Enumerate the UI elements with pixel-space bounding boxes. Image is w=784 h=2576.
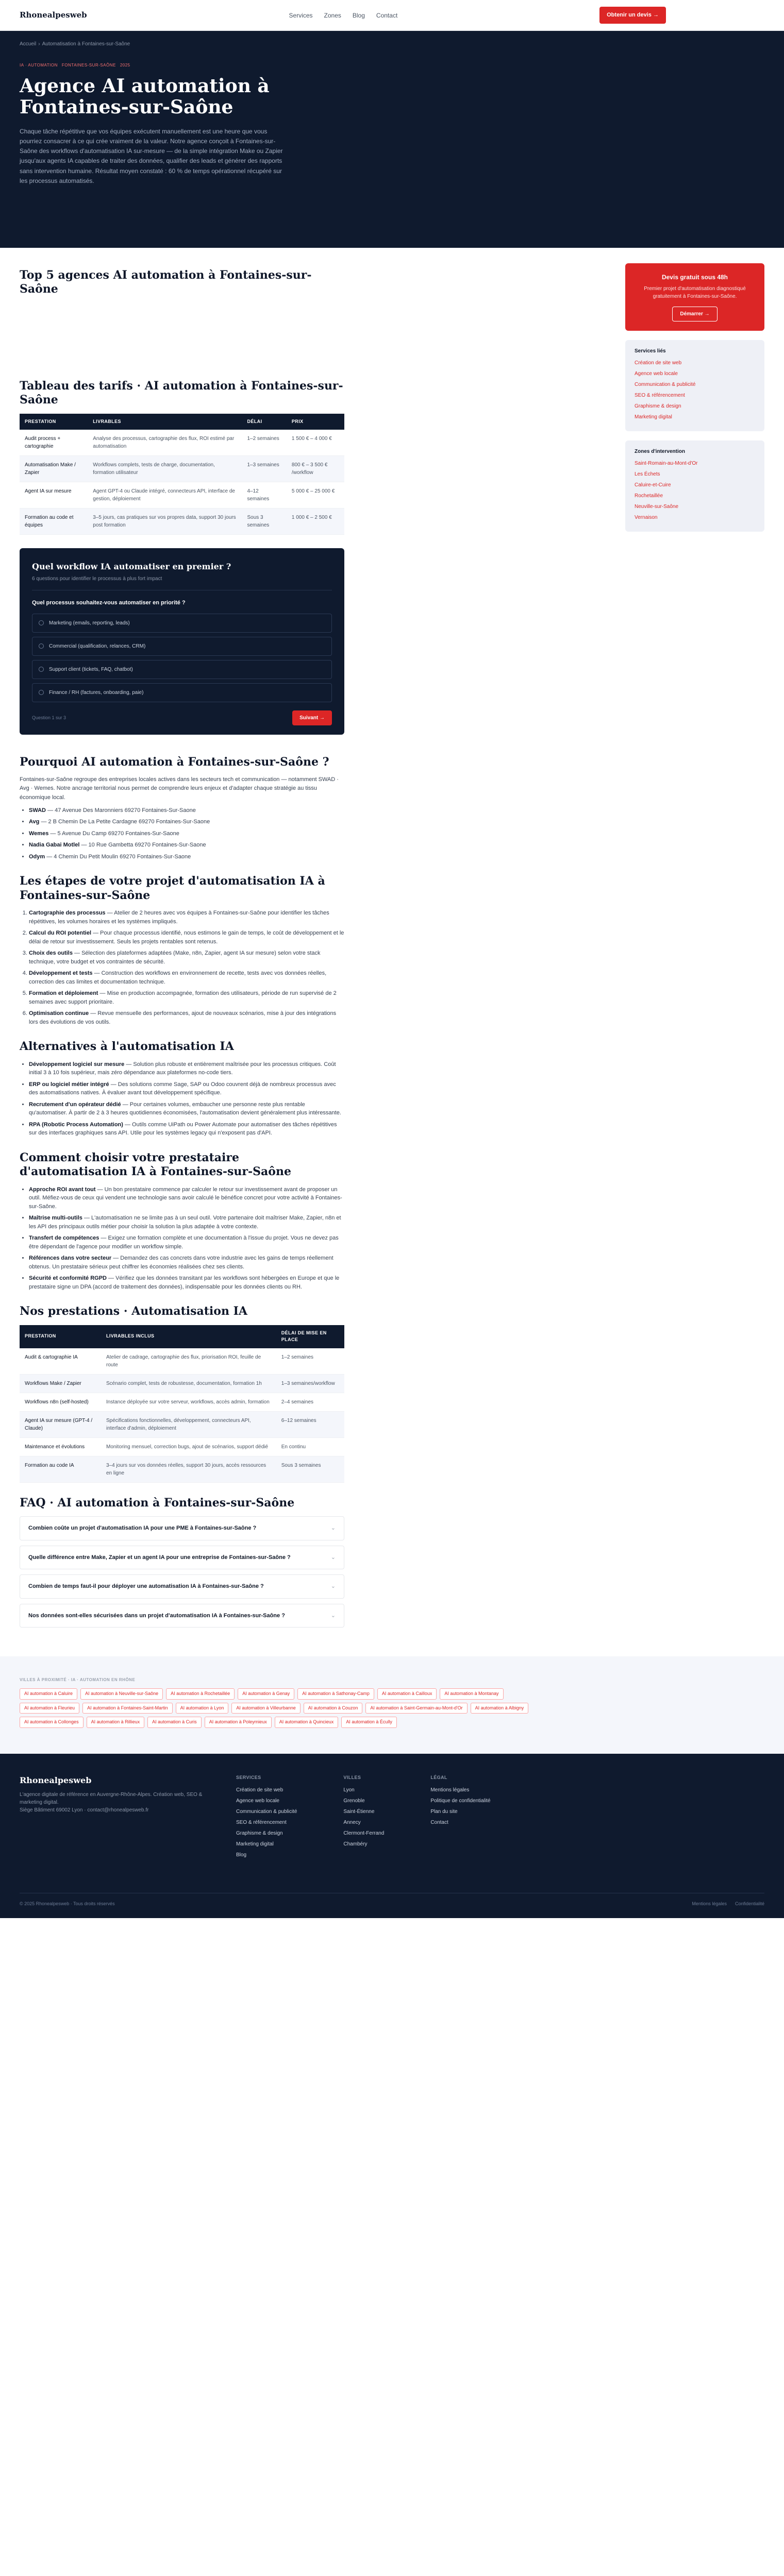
table-row — [20, 456, 344, 482]
city-chip[interactable]: AI automation à Fontaines-Saint-Martin — [82, 1703, 173, 1714]
sidebar-service-link[interactable]: Graphisme & design — [635, 403, 681, 409]
table-cell: 3–5 jours, cas pratiques sur vos propres data, support 30 jours post formation — [88, 509, 242, 535]
table-cell: Agent IA sur mesure (GPT-4 / Claude) — [20, 1411, 101, 1437]
footer-link[interactable]: Communication & publicité — [236, 1809, 297, 1815]
table-header: PRIX — [287, 414, 344, 430]
table-cell: Atelier de cadrage, cartographie des flux, priorisation ROI, feuille de route — [101, 1348, 276, 1375]
radio-icon[interactable] — [39, 690, 44, 695]
hero-tag: IA · AUTOMATION — [20, 63, 58, 67]
prestations-section — [20, 1304, 344, 1483]
table-cell: 800 € – 3 500 € /workflow — [287, 456, 344, 482]
tarifs-section — [20, 379, 344, 535]
top5-title: Top 5 agences AI automation à Fontaines-sur-Saône — [20, 268, 312, 296]
table-cell: Agent IA sur mesure — [20, 482, 88, 509]
footer-link[interactable]: Saint-Étienne — [343, 1809, 375, 1815]
criteria-item-title: Maîtrise multi-outils — [29, 1215, 82, 1222]
company-item — [29, 806, 344, 815]
top5-section — [20, 268, 344, 297]
footer-link[interactable]: Politique de confidentialité — [430, 1798, 491, 1804]
company-item-text: — 47 Avenue Des Maronniers 69270 Fontaines-Sur-Saone — [47, 807, 196, 814]
footer-link[interactable]: Annecy — [343, 1820, 361, 1826]
etapes-section — [20, 874, 344, 1026]
faq-item[interactable] — [20, 1574, 344, 1599]
alternative-item-text: — Outils comme UiPath ou Power Automate pour automatiser des tâches répétitives sur des interfaces graphiques sans API. Utile pour les systèmes legacy qui n'exposent pas d'API. — [29, 1121, 337, 1137]
table-cell: Audit & cartographie IA — [20, 1348, 101, 1375]
quiz-question: Quel processus souhaitez-vous automatiser en priorité ? — [32, 600, 186, 606]
nav-contact[interactable]: Contact — [376, 11, 398, 19]
company-item-title: SWAD — [29, 807, 46, 814]
footer-link[interactable]: SEO & référencement — [236, 1820, 287, 1826]
sidebar-cta-text: Premier projet d'automatisation diagnostiqué gratuitement à Fontaines-sur-Saône. — [644, 285, 746, 299]
table-row — [20, 1393, 344, 1411]
footer-link[interactable]: Création de site web — [236, 1787, 283, 1793]
table-cell: 1–3 semaines — [242, 456, 286, 482]
prestations-title: Nos prestations · Automatisation IA — [20, 1304, 247, 1318]
criteria-item-title: Transfert de compétences — [29, 1235, 99, 1242]
criteria-item — [29, 1274, 344, 1291]
quiz-option[interactable] — [32, 660, 332, 679]
table-cell: Monitoring mensuel, correction bugs, ajout de scénarios, support dédié — [101, 1437, 276, 1456]
step-item — [29, 989, 344, 1006]
company-item-text: — 10 Rue Gambetta 69270 Fontaines-Sur-Saone — [81, 842, 206, 849]
table-cell: 3–4 jours sur vos données réelles, support 30 jours, accès ressources en ligne — [101, 1456, 276, 1482]
sidebar-zone-link[interactable]: Caluire-et-Cuire — [635, 482, 671, 488]
pourquoi-text: Fontaines-sur-Saône regroupe des entreprises locales actives dans les secteurs tech et communication — notamment SWAD · Avg · Wemes. Notre ancrage territorial nous permet de comprendre leurs enjeux et d'adapter chaque stratégie au tissu économique local. — [20, 776, 339, 801]
table-cell: Automatisation Make / Zapier — [20, 456, 88, 482]
step-item — [29, 929, 344, 946]
alternative-item-text: — Des solutions comme Sage, SAP ou Odoo couvrent déjà de nombreux processus avec des automatisations natives. À évaluer avant tout développement spécifique. — [29, 1081, 336, 1096]
page-title: Agence AI automation à Fontaines-sur-Saône — [20, 75, 270, 118]
footer-link[interactable]: Mentions légales — [430, 1787, 470, 1793]
quiz-option[interactable] — [32, 637, 332, 656]
criteria-item — [29, 1234, 344, 1251]
step-item-title: Calcul du ROI potentiel — [29, 930, 92, 937]
city-chip[interactable]: AI automation à Albigny — [471, 1703, 529, 1714]
alternative-item — [29, 1060, 344, 1077]
company-list — [20, 806, 344, 861]
radio-icon[interactable] — [39, 620, 44, 625]
city-chip[interactable]: AI automation à Collonges — [20, 1717, 84, 1728]
footer-link[interactable]: Chambéry — [343, 1841, 368, 1848]
faq-section — [20, 1496, 344, 1628]
table-header: LIVRABLES INCLUS — [101, 1325, 276, 1348]
footer-contact: Siège Bâtiment 69002 Lyon · contact@rhonealpesweb.fr — [20, 1807, 149, 1813]
step-item-title: Cartographie des processus — [29, 910, 106, 917]
table-row — [20, 1437, 344, 1456]
criteria-item-title: Sécurité et conformité RGPD — [29, 1275, 107, 1282]
site-logo[interactable]: Rhonealpesweb — [20, 10, 87, 20]
table-cell: Workflows complets, tests de charge, documentation, formation utilisateur — [88, 456, 242, 482]
hero-tag: FONTAINES-SUR-SAÔNE — [61, 63, 116, 67]
faq-question: Combien coûte un projet d'automatisation IA pour une PME à Fontaines-sur-Saône ? — [28, 1525, 257, 1532]
alternative-item-title: Développement logiciel sur mesure — [29, 1061, 125, 1067]
footer-column-title: LÉGAL — [430, 1774, 447, 1780]
footer-column-title: SERVICES — [236, 1774, 261, 1780]
step-item-text: — Revue mensuelle des performances, ajout de nouveaux scénarios, mise à jour des intégrations lors des évolutions de vos outils. — [29, 1010, 337, 1025]
table-row — [20, 509, 344, 535]
table-cell: Formation au code IA — [20, 1456, 101, 1482]
company-item-title: Nadia Gabai Motlel — [29, 842, 80, 849]
city-chip[interactable]: AI automation à Sathonay-Camp — [297, 1688, 374, 1700]
step-item — [29, 1009, 344, 1026]
breadcrumb — [20, 40, 288, 48]
table-cell: 4–12 semaines — [242, 482, 286, 509]
chevron-down-icon: ⌄ — [330, 1554, 336, 1561]
criteria-item — [29, 1185, 344, 1211]
city-chip[interactable]: AI automation à Caluire — [20, 1688, 77, 1700]
hero — [0, 31, 784, 248]
sidebar-service-link[interactable]: Communication & publicité — [635, 381, 696, 387]
table-cell: Workflows n8n (self-hosted) — [20, 1393, 101, 1411]
main-nav — [289, 11, 398, 20]
step-item-text: — Construction des workflows en environnement de recette, tests avec vos données réelles, correction des cas limites et documentation technique. — [29, 970, 327, 985]
nearby-cities — [0, 1656, 784, 1754]
alternative-item — [29, 1121, 344, 1138]
alternative-item-text: — Pour certaines volumes, embaucher une personne reste plus rentable qu'automatiser. À partir de 2 à 3 heures quotidiennes économisées, l'automatisation devient généralement plus intéressante. — [29, 1101, 341, 1116]
sidebar-cta-button[interactable]: Démarrer → — [672, 307, 717, 321]
city-chip[interactable]: AI automation à Poleymieux — [205, 1717, 272, 1728]
city-chip[interactable]: AI automation à Saint-Germain-au-Mont-d'Or — [365, 1703, 467, 1714]
sidebar-cta-card — [625, 263, 764, 331]
alternative-item — [29, 1080, 344, 1097]
table-cell: 1 000 € – 2 500 € — [287, 509, 344, 535]
choisir-section — [20, 1151, 344, 1292]
sidebar-service-link[interactable]: SEO & référencement — [635, 392, 685, 398]
faq-question: Combien de temps faut-il pour déployer une automatisation IA à Fontaines-sur-Saône ? — [28, 1583, 264, 1590]
alternatives-list — [20, 1060, 344, 1138]
alternative-item-title: ERP ou logiciel métier intégré — [29, 1081, 109, 1088]
alternatives-section — [20, 1040, 344, 1138]
nav-services[interactable]: Services — [289, 11, 313, 19]
sidebar-zones-title: Zones d'intervention — [635, 448, 685, 454]
company-item-text: — 5 Avenue Du Camp 69270 Fontaines-Sur-Saone — [50, 830, 179, 837]
table-header: PRESTATION — [20, 414, 88, 430]
quiz-option-label: Commercial (qualification, relances, CRM) — [49, 643, 146, 649]
table-header: PRESTATION — [20, 1325, 101, 1348]
table-cell: Sous 3 semaines — [276, 1456, 344, 1482]
footer-link[interactable]: Plan du site — [430, 1809, 458, 1815]
quiz-subtitle: 6 questions pour identifier le processus à plus fort impact — [32, 575, 332, 590]
footer-link[interactable]: Blog — [236, 1852, 247, 1858]
footer — [0, 1754, 784, 1918]
sidebar-zone-link[interactable]: Saint-Romain-au-Mont-d'Or — [635, 460, 698, 466]
breadcrumb-separator: › — [38, 41, 40, 47]
step-item-title: Développement et tests — [29, 970, 93, 977]
footer-link[interactable]: Clermont-Ferrand — [343, 1831, 385, 1837]
pourquoi-section — [20, 755, 344, 861]
hero-tags — [20, 62, 288, 69]
criteria-item-text: — L'automatisation ne se limite pas à un seul outil. Votre partenaire doit maîtriser Make, Zapier, n8n et les API des principaux outils métier pour choisir la solution la plus adaptée à votre contexte. — [29, 1215, 341, 1230]
footer-link[interactable]: Lyon — [343, 1787, 355, 1793]
choisir-title: Comment choisir votre prestataire d'automatisation IA à Fontaines-sur-Saône — [20, 1150, 291, 1179]
table-cell: Audit process + cartographie — [20, 430, 88, 456]
quiz-option-label: Marketing (emails, reporting, leads) — [49, 620, 130, 626]
city-chip[interactable]: AI automation à Montanay — [440, 1688, 503, 1700]
step-item — [29, 969, 344, 986]
step-item-title: Formation et déploiement — [29, 990, 98, 997]
breadcrumb-home[interactable]: Accueil — [20, 41, 37, 47]
tarifs-title: Tableau des tarifs · AI automation à Fontaines-sur-Saône — [20, 379, 343, 407]
faq-item[interactable] — [20, 1604, 344, 1628]
company-item-title: Avg — [29, 819, 40, 825]
company-item — [29, 818, 344, 826]
quiz-widget — [20, 548, 344, 735]
city-chip[interactable]: AI automation à Neuville-sur-Saône — [80, 1688, 163, 1700]
footer-legal-link[interactable]: Mentions légales — [692, 1901, 727, 1907]
criteria-item — [29, 1254, 344, 1271]
criteria-item-text: — Exigez une formation complète et une documentation à l'issue du projet. Vous ne devez pas être dépendant de l'agence pour modifier un workflow simple. — [29, 1235, 339, 1250]
sidebar-service-link[interactable]: Création de site web — [635, 360, 682, 366]
city-chip[interactable]: AI automation à Rochetaillée — [166, 1688, 235, 1700]
table-cell: 1–2 semaines — [276, 1348, 344, 1375]
sidebar-service-link[interactable]: Marketing digital — [635, 414, 672, 420]
copyright: © 2025 Rhonealpesweb · Tous droits réservés — [20, 1901, 115, 1907]
sidebar-services-title: Services liés — [635, 348, 666, 354]
quiz-title: Quel workflow IA automatiser en premier ? — [32, 562, 231, 572]
quote-button[interactable]: Obtenir un devis → — [599, 7, 666, 24]
alternative-item-title: RPA (Robotic Process Automation) — [29, 1121, 123, 1128]
sidebar-zone-link[interactable]: Rochetaillée — [635, 493, 663, 499]
quiz-progress: Question 1 sur 3 — [32, 715, 66, 720]
quiz-next-button[interactable]: Suivant → — [292, 710, 332, 725]
table-cell: Instance déployée sur votre serveur, workflows, accès admin, formation — [101, 1393, 276, 1411]
footer-link[interactable]: Contact — [430, 1820, 448, 1826]
radio-icon[interactable] — [39, 643, 44, 649]
faq-title: FAQ · AI automation à Fontaines-sur-Saône — [20, 1496, 295, 1510]
main-content — [20, 248, 344, 1641]
step-item-title: Optimisation continue — [29, 1010, 89, 1017]
criteria-item-text: — Demandez des cas concrets dans votre industrie avec les gains de temps réellement obtenus. Un prestataire sérieux peut chiffrer les économies réalisées chez ses clients. — [29, 1255, 333, 1270]
top-bar — [0, 0, 784, 31]
faq-question: Nos données sont-elles sécurisées dans un projet d'automatisation IA à Fontaines-sur-Saône ? — [28, 1612, 285, 1619]
nav-zones[interactable]: Zones — [324, 11, 341, 19]
company-item-title: Wemes — [29, 830, 49, 837]
quiz-option-label: Finance / RH (factures, onboarding, paie) — [49, 689, 144, 696]
table-cell: 1–3 semaines/workflow — [276, 1374, 344, 1393]
step-item-title: Choix des outils — [29, 950, 73, 957]
criteria-list — [20, 1185, 344, 1292]
criteria-item-text: — Un bon prestataire commence par calculer le retour sur investissement avant de proposer un outil. Méfiez-vous de ceux qui vendent une technologie sans avoir calculé le bénéfice concret pour votre activité à Fontaines-sur-Saône. — [29, 1186, 342, 1210]
city-chip[interactable]: AI automation à Écully — [341, 1717, 397, 1728]
table-row — [20, 1374, 344, 1393]
table-cell: Agent GPT-4 ou Claude intégré, connecteurs API, interface de gestion, déploiement — [88, 482, 242, 509]
table-row — [20, 1348, 344, 1375]
main-layout — [0, 248, 784, 1641]
alternative-item-text: — Solution plus robuste et entièrement maîtrisée pour les processus critiques. Coût initial 3 à 10 fois supérieur, mais zéro dépendance aux plateformes no-code tiers. — [29, 1061, 336, 1076]
footer-brand — [20, 1774, 205, 1862]
step-item-text: — Atelier de 2 heures avec vos équipes à Fontaines-sur-Saône pour identifier les tâches répétitives, les volumes horaires et les systèmes impliqués. — [29, 910, 329, 925]
quiz-option-label: Support client (tickets, FAQ, chatbot) — [49, 666, 133, 672]
footer-column — [430, 1774, 490, 1862]
faq-question: Quelle différence entre Make, Zapier et un agent IA pour une entreprise de Fontaines-sur-Saône ? — [28, 1554, 291, 1561]
step-item — [29, 909, 344, 926]
breadcrumb-current: Automatisation à Fontaines-sur-Saône — [42, 41, 130, 47]
city-chip[interactable]: AI automation à Lyon — [176, 1703, 229, 1714]
sidebar — [625, 248, 764, 1641]
alternatives-title: Alternatives à l'automatisation IA — [20, 1040, 234, 1054]
sidebar-zone-link[interactable]: Les Échets — [635, 471, 660, 477]
footer-link[interactable]: Grenoble — [343, 1798, 365, 1804]
step-item-text: — Pour chaque processus identifié, nous estimons le gain de temps, le coût de développement et le délai de retour sur investissement. Seuls les projets rentables sont retenus. — [29, 930, 344, 945]
sidebar-zone-link[interactable]: Neuville-sur-Saône — [635, 503, 679, 510]
chevron-down-icon: ⌄ — [330, 1612, 336, 1619]
prestations-table — [20, 1325, 344, 1483]
table-row — [20, 1456, 344, 1482]
table-cell: Analyse des processus, cartographie des flux, ROI estimé par automatisation — [88, 430, 242, 456]
footer-logo[interactable]: Rhonealpesweb — [20, 1775, 92, 1785]
city-chip[interactable]: AI automation à Rillieux — [87, 1717, 145, 1728]
table-header: DÉLAI — [242, 414, 286, 430]
footer-column — [343, 1774, 384, 1862]
criteria-item-text: — Vérifiez que les données transitant par les workflows sont hébergées en Europe et que le prestataire signe un DPA (accord de traitement des données), indispensable pour les données clients ou RH. — [29, 1275, 340, 1290]
city-chip[interactable]: AI automation à Genay — [238, 1688, 294, 1700]
chevron-down-icon: ⌄ — [330, 1525, 336, 1532]
pourquoi-title: Pourquoi AI automation à Fontaines-sur-Saône ? — [20, 755, 329, 769]
city-chip[interactable]: AI automation à Cailloux — [377, 1688, 437, 1700]
radio-icon[interactable] — [39, 667, 44, 672]
company-item-text: — 2 B Chemin De La Petite Cardagne 69270 Fontaines-Sur-Saone — [41, 819, 210, 825]
quiz-option[interactable] — [32, 683, 332, 702]
hero-tag: 2025 — [120, 63, 130, 67]
nav-blog[interactable]: Blog — [352, 11, 365, 19]
step-item-text: — Mise en production accompagnée, formation des utilisateurs, période de run supervisé de 2 semaines avec support prioritaire. — [29, 990, 337, 1005]
sidebar-zone-link[interactable]: Vernaison — [635, 514, 658, 520]
faq-item[interactable] — [20, 1546, 344, 1570]
step-item-text: — Sélection des plateformes adaptées (Make, n8n, Zapier, agent IA sur mesure) selon votre stack technique, votre budget et vos contraintes de sécurité. — [29, 950, 321, 965]
chevron-down-icon: ⌄ — [330, 1583, 336, 1590]
criteria-item — [29, 1214, 344, 1231]
criteria-item-title: Approche ROI avant tout — [29, 1186, 96, 1193]
sidebar-cta-title: Devis gratuit sous 48h — [661, 273, 728, 281]
footer-column-title: VILLES — [343, 1774, 361, 1780]
table-cell: Formation au code et équipes — [20, 509, 88, 535]
table-cell: En continu — [276, 1437, 344, 1456]
company-item — [29, 841, 344, 850]
footer-link[interactable]: Agence web locale — [236, 1798, 279, 1804]
sidebar-zones — [625, 440, 764, 532]
step-item — [29, 949, 344, 966]
table-cell: Workflows Make / Zapier — [20, 1374, 101, 1393]
company-item-title: Odym — [29, 853, 45, 860]
etapes-title: Les étapes de votre projet d'automatisation IA à Fontaines-sur-Saône — [20, 874, 325, 902]
table-cell: 1 500 € – 4 000 € — [287, 430, 344, 456]
table-cell: Scénario complet, tests de robustesse, documentation, formation 1h — [101, 1374, 276, 1393]
footer-link[interactable]: Graphisme & design — [236, 1831, 283, 1837]
alternative-item-title: Recrutement d'un opérateur dédié — [29, 1101, 121, 1108]
table-cell: Spécifications fonctionnelles, développement, connecteurs API, interface d'admin, déploiement — [101, 1411, 276, 1437]
company-item — [29, 853, 344, 861]
table-header: LIVRABLES — [88, 414, 242, 430]
footer-link[interactable]: Marketing digital — [236, 1841, 274, 1848]
table-row — [20, 482, 344, 509]
company-item — [29, 829, 344, 838]
table-header: DÉLAI DE MISE EN PLACE — [276, 1325, 344, 1348]
table-cell: 1–2 semaines — [242, 430, 286, 456]
tarifs-table — [20, 414, 344, 535]
sidebar-service-link[interactable]: Agence web locale — [635, 370, 678, 377]
table-cell: 6–12 semaines — [276, 1411, 344, 1437]
company-item-text: — 4 Chemin Du Petit Moulin 69270 Fontaines-Sur-Saone — [46, 853, 191, 860]
city-chip[interactable]: AI automation à Fleurieu — [20, 1703, 79, 1714]
city-chip[interactable]: AI automation à Couzon — [304, 1703, 363, 1714]
table-cell: Sous 3 semaines — [242, 509, 286, 535]
table-cell: 2–4 semaines — [276, 1393, 344, 1411]
hero-intro: Chaque tâche répétitive que vos équipes exécutent manuellement est une heure que vous pourriez consacrer à ce qui crée vraiment de la valeur. Notre agence conçoit à Fontaines-sur-Saône des workflows d'automatisation IA sur-mesure — de la simple intégration Make ou Zapier jusqu'aux agents IA capables de traiter des données, qualifier des leads et générer des rapports sans intervention humaine. Résultat moyen constaté : 60 % de temps opérationnel récupéré sur les processus automatisés. — [20, 127, 283, 184]
quiz-option[interactable] — [32, 614, 332, 633]
nearby-cities-title: VILLES À PROXIMITÉ · IA · AUTOMATION EN RHÔNE — [20, 1677, 136, 1683]
table-row — [20, 1411, 344, 1437]
table-cell: 5 000 € – 25 000 € — [287, 482, 344, 509]
criteria-item-title: Références dans votre secteur — [29, 1255, 112, 1262]
table-cell: Maintenance et évolutions — [20, 1437, 101, 1456]
city-chip[interactable]: AI automation à Villeurbanne — [231, 1703, 300, 1714]
footer-column — [236, 1774, 297, 1862]
sidebar-services — [625, 340, 764, 431]
faq-item[interactable] — [20, 1516, 344, 1540]
table-row — [20, 430, 344, 456]
alternative-item — [29, 1100, 344, 1117]
footer-tagline: L'agence digitale de référence en Auvergne-Rhône-Alpes. Création web, SEO & marketing digital. — [20, 1791, 203, 1805]
footer-privacy-link[interactable]: Confidentialité — [735, 1901, 764, 1907]
city-chip[interactable]: AI automation à Quincieux — [275, 1717, 339, 1728]
steps-list — [20, 909, 344, 1026]
city-chip[interactable]: AI automation à Curis — [147, 1717, 202, 1728]
